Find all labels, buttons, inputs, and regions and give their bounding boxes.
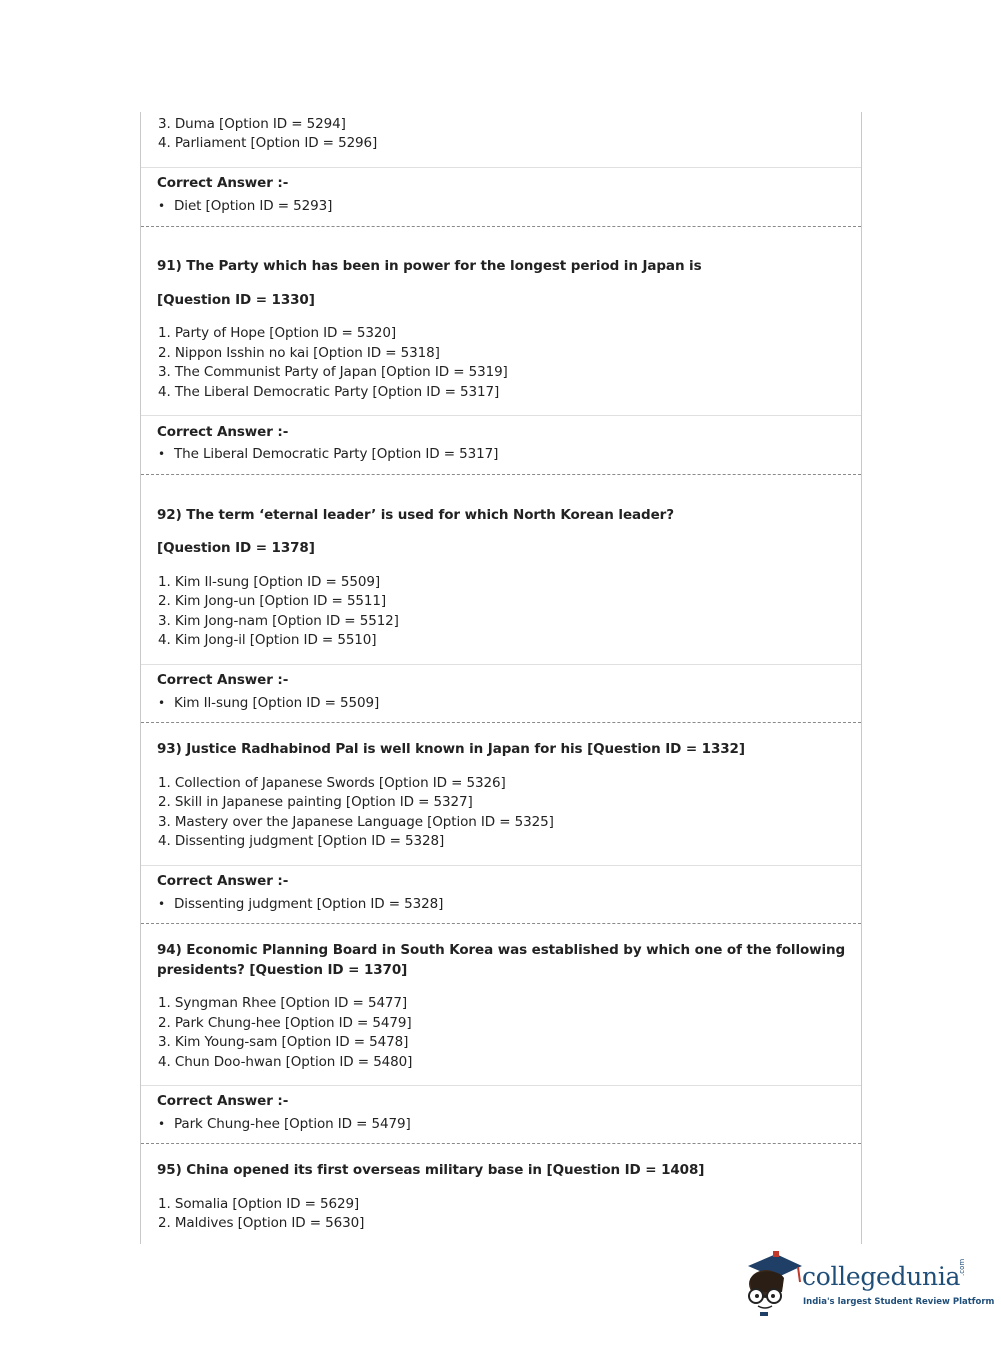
bullet-icon: • [158,897,166,911]
option-1: 1. Party of Hope [Option ID = 5320] [158,325,396,341]
option-3: 3. Mastery over the Japanese Language [Option ID = 5325] [158,814,554,830]
correct-answer-label: Correct Answer :- [157,672,289,688]
divider [141,167,861,168]
correct-answer-label: Correct Answer :- [157,175,289,191]
correct-answer: Park Chung-hee [Option ID = 5479] [174,1116,411,1132]
bullet-icon: • [158,696,166,710]
correct-answer-label: Correct Answer :- [157,424,289,440]
option-1: 1. Collection of Japanese Swords [Option ID = 5326] [158,775,506,791]
bullet-icon: • [158,447,166,461]
bullet-icon: • [158,1117,166,1131]
option-2: 2. Maldives [Option ID = 5630] [158,1215,365,1231]
question-text: 94) Economic Planning Board in South Korea was established by which one of the following [157,942,846,958]
bullet-icon: • [158,199,166,213]
question-id: [Question ID = 1330] [157,292,315,308]
option-2: 2. Park Chung-hee [Option ID = 5479] [158,1015,412,1031]
option-1: 1. Syngman Rhee [Option ID = 5477] [158,995,408,1011]
option-1: 1. Kim Il-sung [Option ID = 5509] [158,574,381,590]
brand-suffix: .com [958,1258,966,1276]
option-3: 3. Kim Jong-nam [Option ID = 5512] [158,613,399,629]
option-1: 1. Somalia [Option ID = 5629] [158,1196,360,1212]
correct-answer: Diet [Option ID = 5293] [174,198,333,214]
brand-wordmark: collegedunia [802,1262,961,1291]
question-id: [Question ID = 1378] [157,540,315,556]
question-text: 91) The Party which has been in power for the longest period in Japan is [157,258,702,274]
option-4: 4. Chun Doo-hwan [Option ID = 5480] [158,1054,413,1070]
option-4: 4. Kim Jong-il [Option ID = 5510] [158,632,377,648]
question-separator [141,226,861,227]
question-text: 95) China opened its first overseas military base in [Question ID = 1408] [157,1162,705,1178]
mascot-logo-icon [742,1248,804,1318]
correct-answer-label: Correct Answer :- [157,873,289,889]
divider [141,1085,861,1086]
question-separator [141,474,861,475]
correct-answer: The Liberal Democratic Party [Option ID = 5317] [174,446,499,462]
question-separator [141,1143,861,1144]
option-2: 2. Skill in Japanese painting [Option ID = 5327] [158,794,473,810]
divider [141,415,861,416]
option-4: 4. Dissenting judgment [Option ID = 5328] [158,833,445,849]
question-text: 93) Justice Radhabinod Pal is well known in Japan for his [Question ID = 1332] [157,741,745,757]
correct-answer: Dissenting judgment [Option ID = 5328] [174,896,444,912]
option-4: 4. Parliament [Option ID = 5296] [158,135,378,151]
correct-answer-label: Correct Answer :- [157,1093,289,1109]
divider [141,664,861,665]
option-2: 2. Nippon Isshin no kai [Option ID = 5318] [158,345,440,361]
divider [141,865,861,866]
option-2: 2. Kim Jong-un [Option ID = 5511] [158,593,387,609]
correct-answer: Kim Il-sung [Option ID = 5509] [174,695,380,711]
option-3: 3. The Communist Party of Japan [Option ID = 5319] [158,364,508,380]
option-4: 4. The Liberal Democratic Party [Option ID = 5317] [158,384,500,400]
option-3: 3. Kim Young-sam [Option ID = 5478] [158,1034,409,1050]
question-text: 92) The term ‘eternal leader’ is used for which North Korean leader? [157,507,674,523]
brand-tagline: India's largest Student Review Platform [803,1297,995,1307]
question-separator [141,923,861,924]
question-text-continued: presidents? [Question ID = 1370] [157,962,408,978]
option-3: 3. Duma [Option ID = 5294] [158,116,346,132]
question-separator [141,722,861,723]
